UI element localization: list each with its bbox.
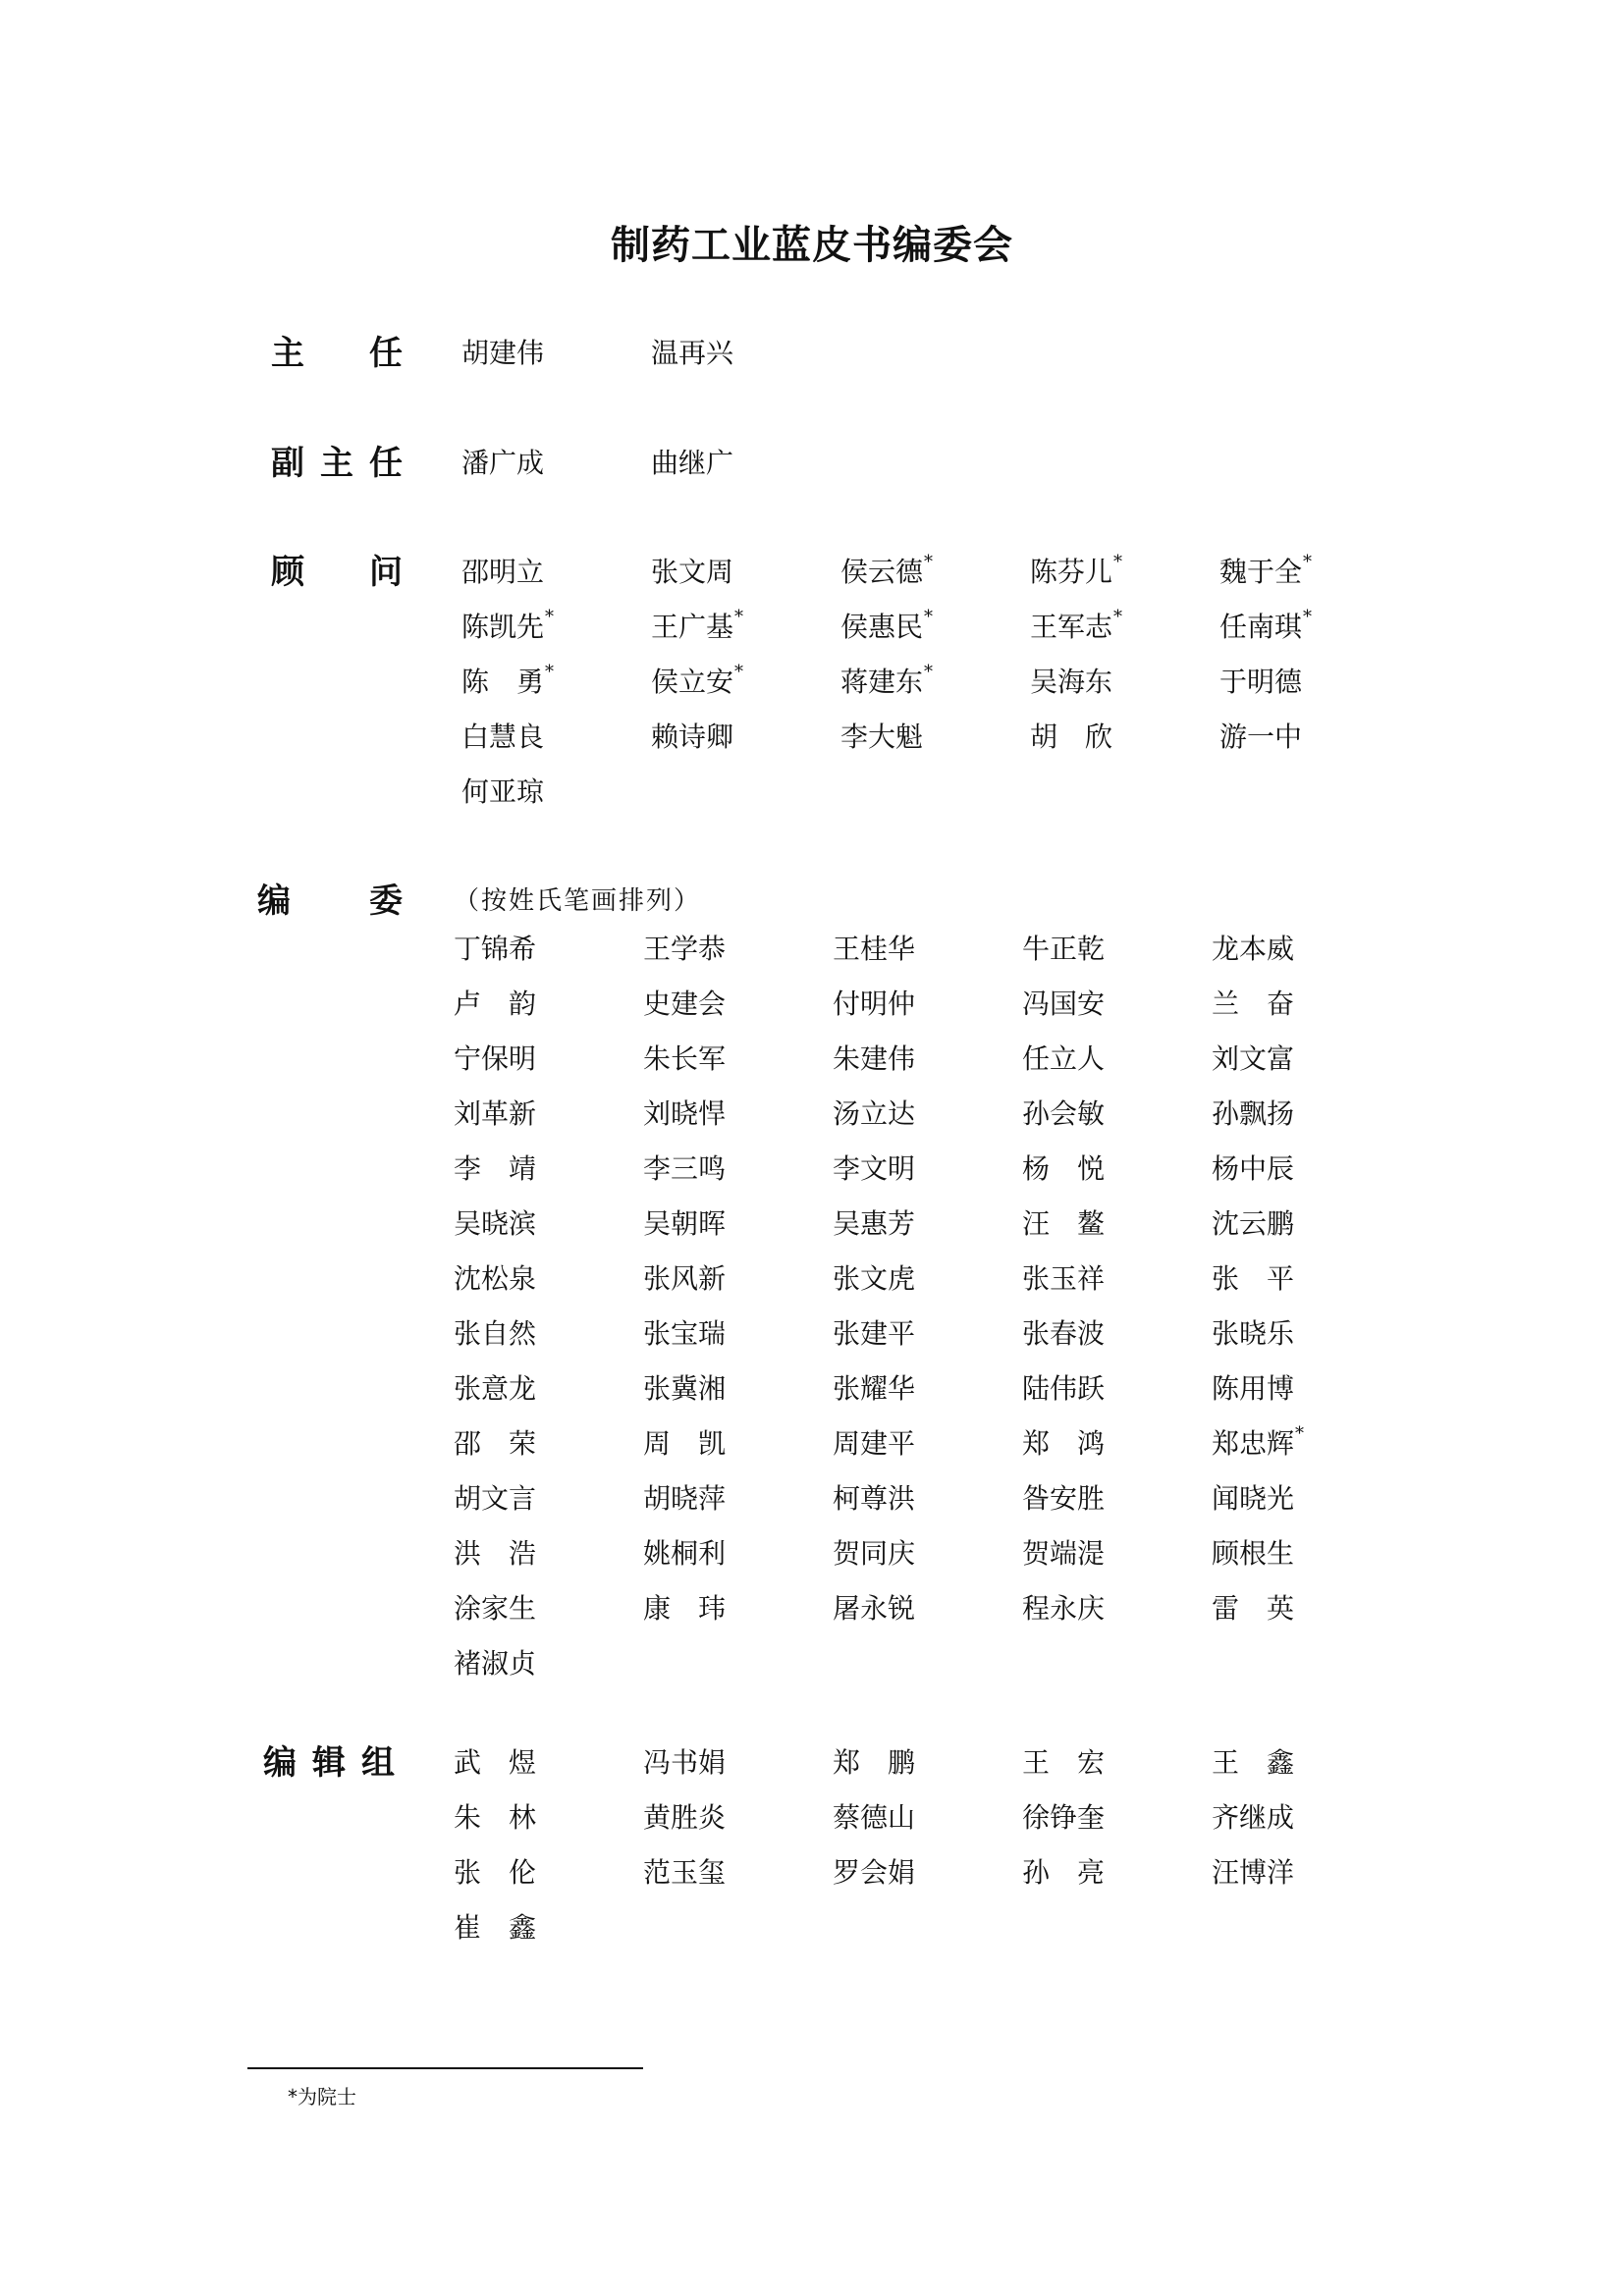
- academician-mark: *: [1295, 1422, 1305, 1444]
- member-name: [643, 1589, 833, 1644]
- member-name-text: 陈 勇: [461, 666, 545, 698]
- member-name: [643, 1743, 833, 1798]
- member-name-text: 龙本威: [1212, 933, 1295, 965]
- member-name: [643, 1853, 833, 1908]
- member-name-text: 张玉祥: [1022, 1262, 1106, 1295]
- member-name-text: 罗会娟: [833, 1856, 916, 1889]
- section-label-editorial: 编 辑 组: [263, 1743, 395, 1783]
- section-label-director: 主 任: [271, 334, 403, 373]
- member-name-text: 王 宏: [1022, 1746, 1106, 1779]
- member-name: [1030, 553, 1219, 608]
- academician-mark: *: [1113, 551, 1123, 572]
- academician-mark: *: [1113, 606, 1123, 627]
- member-name-text: 沈松泉: [454, 1262, 537, 1295]
- member-name-text: 雷 英: [1212, 1592, 1295, 1625]
- member-name-text: 郑忠辉: [1212, 1427, 1295, 1460]
- member-name: [1022, 1534, 1212, 1589]
- member-name: [1030, 608, 1219, 663]
- director-names: [461, 334, 1409, 389]
- member-name-text: 侯立安: [651, 666, 734, 698]
- member-name: [840, 663, 1030, 718]
- member-name-text: 胡文言: [454, 1482, 537, 1515]
- member-name-text: 付明仲: [833, 988, 916, 1020]
- member-name: [833, 1369, 1022, 1424]
- member-name-text: 牛正乾: [1022, 933, 1106, 965]
- member-name: [461, 553, 651, 608]
- member-name-text: 王军志: [1030, 611, 1113, 643]
- member-name-text: 王学恭: [643, 933, 727, 965]
- academician-mark: *: [545, 661, 555, 682]
- member-name: [651, 334, 840, 389]
- member-name-text: 郑 鸿: [1022, 1427, 1106, 1460]
- member-name: [833, 1424, 1022, 1479]
- member-name-text: 冯国安: [1022, 988, 1106, 1020]
- academician-mark: *: [1303, 606, 1313, 627]
- member-name-text: 屠永锐: [833, 1592, 916, 1625]
- member-name-text: 贺端湜: [1022, 1537, 1106, 1570]
- member-name-text: 蒋建东: [840, 666, 924, 698]
- member-name-text: 蔡德山: [833, 1801, 916, 1834]
- member-name: [833, 1798, 1022, 1853]
- member-name: [833, 1259, 1022, 1314]
- member-name-text: 褚淑贞: [454, 1647, 537, 1680]
- member-name: [454, 1798, 643, 1853]
- member-name: [651, 718, 840, 773]
- member-name-text: 张文虎: [833, 1262, 916, 1295]
- member-name: [454, 1095, 643, 1149]
- member-name-text: 张冀湘: [643, 1372, 727, 1405]
- member-name: [1022, 1798, 1212, 1853]
- member-name-text: 陈用博: [1212, 1372, 1295, 1405]
- member-name: [833, 1149, 1022, 1204]
- member-name-text: 郑 鹏: [833, 1746, 916, 1779]
- member-name: [461, 663, 651, 718]
- member-name: [454, 1853, 643, 1908]
- member-name: [1212, 1853, 1401, 1908]
- member-name: [454, 930, 643, 985]
- member-name: [1212, 1424, 1401, 1479]
- committee-names: [454, 930, 1401, 1699]
- member-name: [1022, 985, 1212, 1040]
- section-label-committee: 编 委: [257, 881, 403, 921]
- member-name-text: 吴朝晖: [643, 1207, 727, 1240]
- member-name-text: 柯尊洪: [833, 1482, 916, 1515]
- member-name-text: 徐铮奎: [1022, 1801, 1106, 1834]
- member-name-text: 张意龙: [454, 1372, 537, 1405]
- member-name-text: 兰 奋: [1212, 988, 1295, 1020]
- member-name-text: 张 伦: [454, 1856, 537, 1889]
- member-name-text: 王桂华: [833, 933, 916, 965]
- member-name-text: 潘广成: [461, 447, 545, 479]
- member-name: [643, 1424, 833, 1479]
- member-name: [1219, 718, 1409, 773]
- member-name-text: 游一中: [1219, 721, 1303, 753]
- member-name-text: 温再兴: [651, 337, 734, 369]
- academician-mark: *: [545, 606, 555, 627]
- member-name-text: 汪博洋: [1212, 1856, 1295, 1889]
- member-name: [454, 1369, 643, 1424]
- member-name-text: 史建会: [643, 988, 727, 1020]
- member-name: [1212, 1204, 1401, 1259]
- member-name: [643, 1534, 833, 1589]
- member-name: [1022, 1040, 1212, 1095]
- member-name: [833, 1095, 1022, 1149]
- member-name-text: 汤立达: [833, 1097, 916, 1130]
- member-name: [643, 1314, 833, 1369]
- member-name: [833, 1743, 1022, 1798]
- member-name-text: 邵 荣: [454, 1427, 537, 1460]
- member-name: [833, 930, 1022, 985]
- member-name-text: 宁保明: [454, 1042, 537, 1075]
- member-name-text: 闻晓光: [1212, 1482, 1295, 1515]
- member-name-text: 张自然: [454, 1317, 537, 1350]
- member-name-text: 胡 欣: [1030, 721, 1113, 753]
- member-name: [454, 1204, 643, 1259]
- member-name-text: 曲继广: [651, 447, 734, 479]
- member-name-text: 赖诗卿: [651, 721, 734, 753]
- member-name: [840, 718, 1030, 773]
- member-name-text: 齐继成: [1212, 1801, 1295, 1834]
- member-name-text: 侯惠民: [840, 611, 924, 643]
- member-name-text: 王 鑫: [1212, 1746, 1295, 1779]
- member-name-text: 涂家生: [454, 1592, 537, 1625]
- member-name-text: 张风新: [643, 1262, 727, 1295]
- member-name: [1212, 1149, 1401, 1204]
- member-name-text: 崔 鑫: [454, 1911, 537, 1944]
- member-name: [454, 1424, 643, 1479]
- member-name: [461, 773, 651, 828]
- member-name-text: 范玉玺: [643, 1856, 727, 1889]
- member-name: [1022, 1369, 1212, 1424]
- member-name-text: 周建平: [833, 1427, 916, 1460]
- member-name-text: 昝安胜: [1022, 1482, 1106, 1515]
- member-name: [454, 985, 643, 1040]
- member-name: [1212, 1743, 1401, 1798]
- member-name-text: 武 煜: [454, 1746, 537, 1779]
- member-name: [833, 1479, 1022, 1534]
- member-name: [833, 985, 1022, 1040]
- advisor-names: [461, 553, 1409, 828]
- member-name-text: 吴惠芳: [833, 1207, 916, 1240]
- member-name-text: 洪 浩: [454, 1537, 537, 1570]
- footnote-divider: [247, 2067, 643, 2069]
- member-name: [461, 334, 651, 389]
- member-name: [833, 1204, 1022, 1259]
- section-label-deputy: 副 主 任: [271, 444, 403, 483]
- member-name: [833, 1853, 1022, 1908]
- member-name: [833, 1589, 1022, 1644]
- member-name: [1219, 608, 1409, 663]
- member-name-text: 李大魁: [840, 721, 924, 753]
- member-name-text: 任南琪: [1219, 611, 1303, 643]
- section-label-advisors: 顾 问: [271, 553, 403, 592]
- member-name-text: 姚桐利: [643, 1537, 727, 1570]
- member-name: [1219, 663, 1409, 718]
- member-name-text: 朱长军: [643, 1042, 727, 1075]
- member-name-text: 刘革新: [454, 1097, 537, 1130]
- member-name-text: 吴海东: [1030, 666, 1113, 698]
- member-name: [454, 1040, 643, 1095]
- member-name-text: 张 平: [1212, 1262, 1295, 1295]
- member-name: [643, 930, 833, 985]
- member-name: [1022, 930, 1212, 985]
- member-name: [643, 1259, 833, 1314]
- member-name-text: 康 玮: [643, 1592, 727, 1625]
- member-name-text: 李文明: [833, 1152, 916, 1185]
- member-name: [1022, 1095, 1212, 1149]
- member-name: [1022, 1204, 1212, 1259]
- academician-mark: *: [734, 661, 744, 682]
- member-name: [1212, 1040, 1401, 1095]
- member-name-text: 张建平: [833, 1317, 916, 1350]
- member-name-text: 朱 林: [454, 1801, 537, 1834]
- member-name: [1022, 1743, 1212, 1798]
- member-name: [651, 608, 840, 663]
- member-name-text: 冯书娟: [643, 1746, 727, 1779]
- member-name-text: 汪 鳌: [1022, 1207, 1106, 1240]
- member-name: [1022, 1424, 1212, 1479]
- member-name-text: 杨 悦: [1022, 1152, 1106, 1185]
- member-name: [454, 1908, 643, 1963]
- member-name: [461, 444, 651, 499]
- member-name: [1022, 1149, 1212, 1204]
- member-name: [1212, 1798, 1401, 1853]
- member-name-text: 朱建伟: [833, 1042, 916, 1075]
- member-name: [1022, 1479, 1212, 1534]
- member-name: [1212, 1259, 1401, 1314]
- member-name-text: 张春波: [1022, 1317, 1106, 1350]
- member-name: [1212, 1095, 1401, 1149]
- member-name-text: 白慧良: [461, 721, 545, 753]
- member-name: [1212, 985, 1401, 1040]
- member-name-text: 沈云鹏: [1212, 1207, 1295, 1240]
- member-name: [454, 1314, 643, 1369]
- member-name: [1022, 1589, 1212, 1644]
- member-name-text: 刘文富: [1212, 1042, 1295, 1075]
- member-name-text: 陈凯先: [461, 611, 545, 643]
- member-name: [1022, 1853, 1212, 1908]
- member-name: [1212, 1589, 1401, 1644]
- member-name-text: 丁锦希: [454, 933, 537, 965]
- member-name: [833, 1314, 1022, 1369]
- member-name: [454, 1479, 643, 1534]
- member-name-text: 张晓乐: [1212, 1317, 1295, 1350]
- member-name: [643, 1798, 833, 1853]
- member-name-text: 张文周: [651, 556, 734, 588]
- member-name-text: 胡晓萍: [643, 1482, 727, 1515]
- member-name: [840, 553, 1030, 608]
- member-name: [833, 1040, 1022, 1095]
- member-name: [461, 608, 651, 663]
- deputy-names: [461, 444, 1409, 499]
- member-name-text: 任立人: [1022, 1042, 1106, 1075]
- member-name-text: 陈芬儿: [1030, 556, 1113, 588]
- member-name-text: 刘晓悍: [643, 1097, 727, 1130]
- member-name-text: 魏于全: [1219, 556, 1303, 588]
- member-name: [454, 1589, 643, 1644]
- member-name: [1022, 1314, 1212, 1369]
- member-name: [454, 1644, 643, 1699]
- member-name: [643, 1479, 833, 1534]
- member-name: [1212, 1534, 1401, 1589]
- member-name-text: 陆伟跃: [1022, 1372, 1106, 1405]
- member-name-text: 顾根生: [1212, 1537, 1295, 1570]
- member-name: [454, 1149, 643, 1204]
- member-name-text: 王广基: [651, 611, 734, 643]
- member-name: [454, 1743, 643, 1798]
- member-name: [643, 1040, 833, 1095]
- member-name-text: 张耀华: [833, 1372, 916, 1405]
- member-name-text: 李 靖: [454, 1152, 537, 1185]
- academician-mark: *: [924, 606, 934, 627]
- ordering-note: （按姓氏笔画排列）: [454, 886, 702, 916]
- member-name-text: 程永庆: [1022, 1592, 1106, 1625]
- member-name: [1219, 553, 1409, 608]
- academician-mark: *: [734, 606, 744, 627]
- member-name: [651, 663, 840, 718]
- member-name: [461, 718, 651, 773]
- member-name: [651, 553, 840, 608]
- member-name: [643, 1149, 833, 1204]
- member-name: [1212, 1369, 1401, 1424]
- member-name: [1030, 663, 1219, 718]
- member-name-text: 卢 韵: [454, 988, 537, 1020]
- member-name-text: 孙飘扬: [1212, 1097, 1295, 1130]
- page-title: 制药工业蓝皮书编委会: [611, 223, 1013, 268]
- footnote: *为院士: [288, 2085, 356, 2109]
- academician-mark: *: [1303, 551, 1313, 572]
- member-name: [643, 985, 833, 1040]
- member-name-text: 吴晓滨: [454, 1207, 537, 1240]
- member-name-text: 张宝瑞: [643, 1317, 727, 1350]
- member-name: [1212, 1479, 1401, 1534]
- member-name: [1212, 930, 1401, 985]
- member-name-text: 贺同庆: [833, 1537, 916, 1570]
- member-name: [1030, 718, 1219, 773]
- member-name: [651, 444, 840, 499]
- member-name-text: 邵明立: [461, 556, 545, 588]
- member-name: [454, 1534, 643, 1589]
- member-name: [643, 1369, 833, 1424]
- member-name: [454, 1259, 643, 1314]
- member-name: [643, 1204, 833, 1259]
- member-name-text: 侯云德: [840, 556, 924, 588]
- editorial-names: [454, 1743, 1401, 1963]
- member-name: [1212, 1314, 1401, 1369]
- academician-mark: *: [924, 551, 934, 572]
- member-name: [643, 1095, 833, 1149]
- member-name-text: 黄胜炎: [643, 1801, 727, 1834]
- member-name-text: 孙 亮: [1022, 1856, 1106, 1889]
- member-name-text: 李三鸣: [643, 1152, 727, 1185]
- member-name-text: 何亚琼: [461, 775, 545, 808]
- member-name-text: 杨中辰: [1212, 1152, 1295, 1185]
- academician-mark: *: [924, 661, 934, 682]
- member-name: [1022, 1259, 1212, 1314]
- member-name-text: 于明德: [1219, 666, 1303, 698]
- member-name: [840, 608, 1030, 663]
- member-name: [833, 1534, 1022, 1589]
- member-name-text: 孙会敏: [1022, 1097, 1106, 1130]
- member-name-text: 周 凯: [643, 1427, 727, 1460]
- member-name-text: 胡建伟: [461, 337, 545, 369]
